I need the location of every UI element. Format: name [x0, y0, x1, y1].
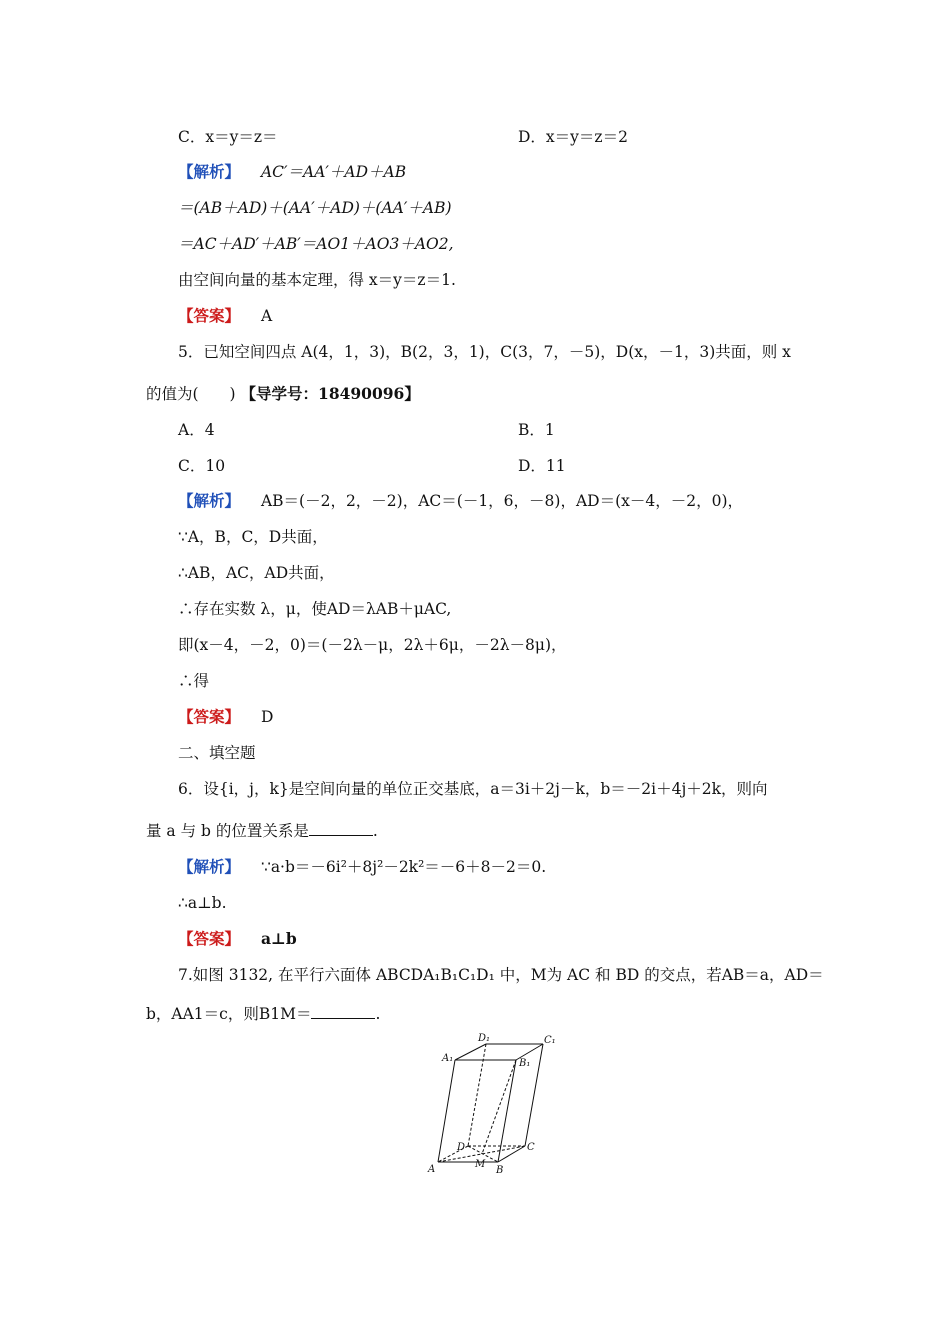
q7-stem-line1: 7.如图 3132, 在平行六面体 ABCDA₁B₁C₁D₁ 中，M为 AC 和 BD 的交点，若AB＝a，AD＝ — [178, 966, 824, 984]
q5-stem-line2 — [146, 383, 420, 405]
label-d: D — [457, 1142, 466, 1153]
q5-analysis-tag: 【解析】 — [178, 491, 241, 510]
label-d1: D₁ — [478, 1033, 491, 1044]
edge-a1-d1 — [455, 1044, 486, 1060]
q4-analysis-line3: ＝AC＋AD′＋AB′＝AO1＋AO3＋AO2, — [178, 235, 454, 253]
label-c1: C₁ — [544, 1035, 556, 1046]
q5-analysis-line6: ∴得 — [178, 672, 210, 690]
q4-answer-tag: 【答案】 — [178, 306, 241, 325]
q6-stem-text: 量 a 与 b 的位置关系是 — [146, 822, 309, 840]
q5-stem-text: 的值为( ) — [146, 385, 236, 403]
edge-d1-d-hidden — [468, 1044, 486, 1146]
q4-analysis-line4: 由空间向量的基本定理，得 x＝y＝z＝1. — [178, 271, 456, 289]
edge-b1-b — [498, 1060, 516, 1162]
label-a1: A₁ — [442, 1053, 454, 1064]
q5-analysis-line5: 即(x－4，－2，0)＝(－2λ－μ，2λ＋6μ，－2λ－8μ)， — [178, 636, 567, 654]
q6-analysis-line1 — [178, 856, 546, 878]
edge-b-c — [498, 1146, 525, 1162]
edge-a1-a — [438, 1060, 455, 1162]
label-c: C — [527, 1142, 535, 1153]
q6-answer-blank — [309, 823, 373, 836]
q4-option-c: C．x＝y＝z＝ — [178, 128, 278, 146]
q6-answer: a⊥b — [260, 929, 297, 948]
q5-option-c: C．10 — [178, 457, 226, 475]
parallelepiped-figure — [420, 1030, 556, 1180]
q5-answer-tag: 【答案】 — [178, 707, 241, 726]
q4-answer: A — [260, 307, 273, 325]
q7-answer-blank — [311, 1006, 375, 1019]
q5-analysis-text1: AB＝(－2，2，－2)，AC＝(－1，6，－8)，AD＝(x－4，－2，0)， — [260, 492, 743, 510]
q6-analysis-text1: ∵a·b＝－6i²＋8j²－2k²＝－6＋8－2＝0. — [260, 858, 547, 876]
q6-stem-line2 — [146, 820, 378, 842]
q7-stem-text: b，AA1＝c，则B1M＝ — [146, 1005, 312, 1023]
label-a: A — [428, 1164, 436, 1175]
q5-option-a: A．4 — [178, 421, 215, 439]
q4-analysis-line2: ＝(AB＋AD)＋(AA′＋AD)＋(AA′＋AB) — [178, 199, 452, 217]
section-title-fill-in: 二、填空题 — [178, 744, 256, 762]
label-b1: B₁ — [519, 1058, 531, 1069]
q6-analysis-tag: 【解析】 — [178, 857, 241, 876]
q6-answer-line — [178, 928, 297, 950]
q4-answer-line — [178, 305, 272, 327]
q7-stem-period: . — [375, 1005, 381, 1023]
q4-option-d: D．x＝y＝z＝2 — [518, 128, 628, 146]
q5-option-d: D．11 — [518, 457, 566, 475]
label-b: B — [496, 1165, 504, 1176]
q6-stem-period: . — [372, 822, 378, 840]
q4-analysis-tag: 【解析】 — [178, 162, 241, 181]
q5-analysis-line1 — [178, 490, 743, 512]
q5-guide-number: 【导学号：18490096】 — [240, 384, 420, 403]
q4-analysis-text1: AC′＝AA′＋AD＋AB — [260, 163, 407, 181]
q5-analysis-line2: ∵A，B，C，D共面， — [178, 528, 328, 546]
q5-stem-line1: 5．已知空间四点 A(4，1，3)，B(2，3，1)，C(3，7，－5)，D(x，－1，3)共面，则 x — [178, 343, 791, 361]
q6-answer-tag: 【答案】 — [178, 929, 241, 948]
q5-answer-line — [178, 706, 273, 728]
q5-analysis-line4: ∴存在实数 λ，μ，使AD＝λAB＋μAC, — [178, 600, 452, 618]
q5-option-b: B．1 — [518, 421, 555, 439]
q6-analysis-line2: ∴a⊥b. — [178, 894, 227, 912]
q5-analysis-line3: ∴AB，AC，AD共面， — [178, 564, 335, 582]
q7-stem-line2 — [146, 1003, 380, 1025]
q6-stem-line1: 6．设{i，j，k}是空间向量的单位正交基底，a＝3i＋2j－k，b＝－2i＋4j＋2k，则向 — [178, 780, 768, 798]
q4-analysis-line1 — [178, 161, 406, 183]
q5-answer: D — [260, 708, 274, 726]
label-m: M — [475, 1159, 486, 1170]
segment-b1-m-hidden — [482, 1060, 516, 1154]
